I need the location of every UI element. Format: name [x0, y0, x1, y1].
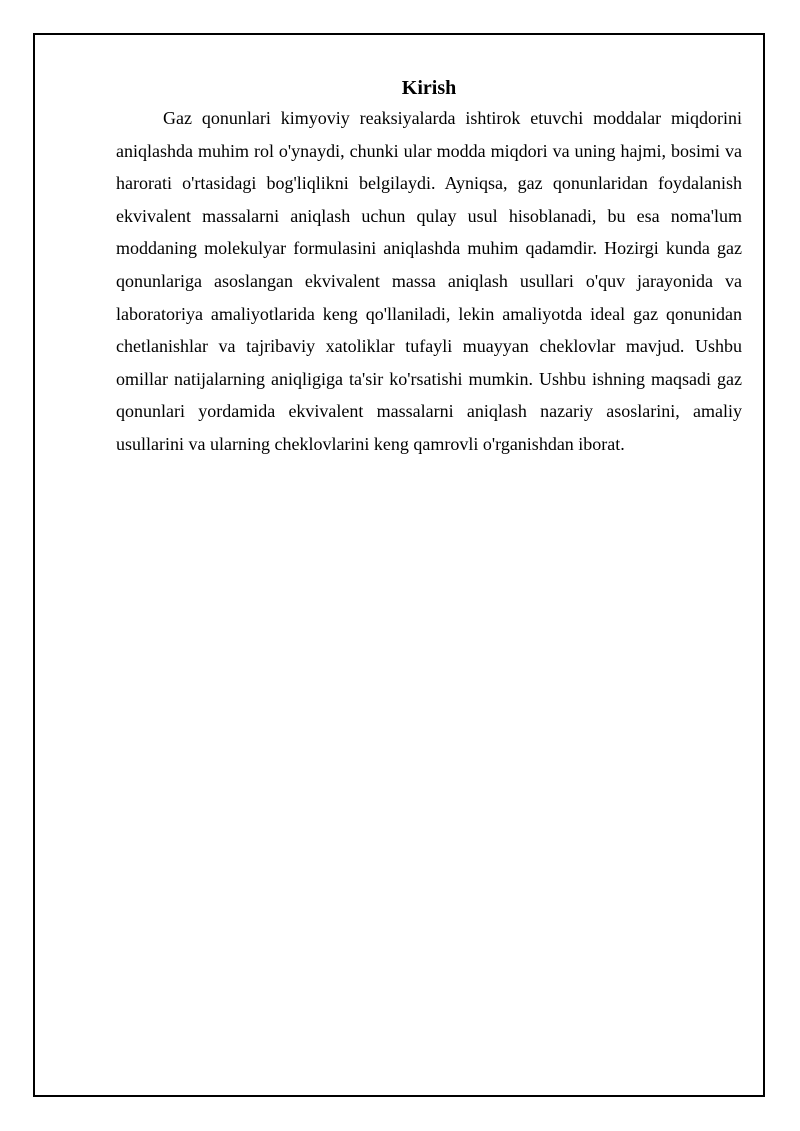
section-heading: Kirish: [401, 77, 457, 99]
document-body: [116, 74, 742, 461]
intro-paragraph: Gaz qonunlari kimyoviy reaksiyalarda ishtirok etuvchi moddalar miqdorini aniqlashda muhim rol o'ynaydi, chunki ular modda miqdori va uning hajmi, bosimi va harorati o'rtasidagi bog'liqlikni belgilaydi. Ayniqsa, gaz qonunlaridan foydalanish ekvivalent massalarni aniqlash uchun qulay usul hisoblanadi, bu esa noma'lum moddaning molekulyar formulasini aniqlashda muhim qadamdir. Hozirgi kunda gaz qonunlariga asoslangan ekvivalent massa aniqlash usullari o'quv jarayonida va laboratoriya amaliyotlarida keng qo'llaniladi, lekin amaliyotda ideal gaz qonunidan chetlanishlar va tajribaviy xatoliklar tufayli muayyan cheklovlar mavjud. Ushbu omillar natijalarning aniqligiga ta'sir ko'rsatishi mumkin. Ushbu ishning maqsadi gaz qonunlari yordamida ekvivalent massalarni aniqlash nazariy asoslarini, amaliy usullarini va ularning cheklovlarini keng qamrovli o'rganishdan iborat.: [116, 108, 742, 454]
